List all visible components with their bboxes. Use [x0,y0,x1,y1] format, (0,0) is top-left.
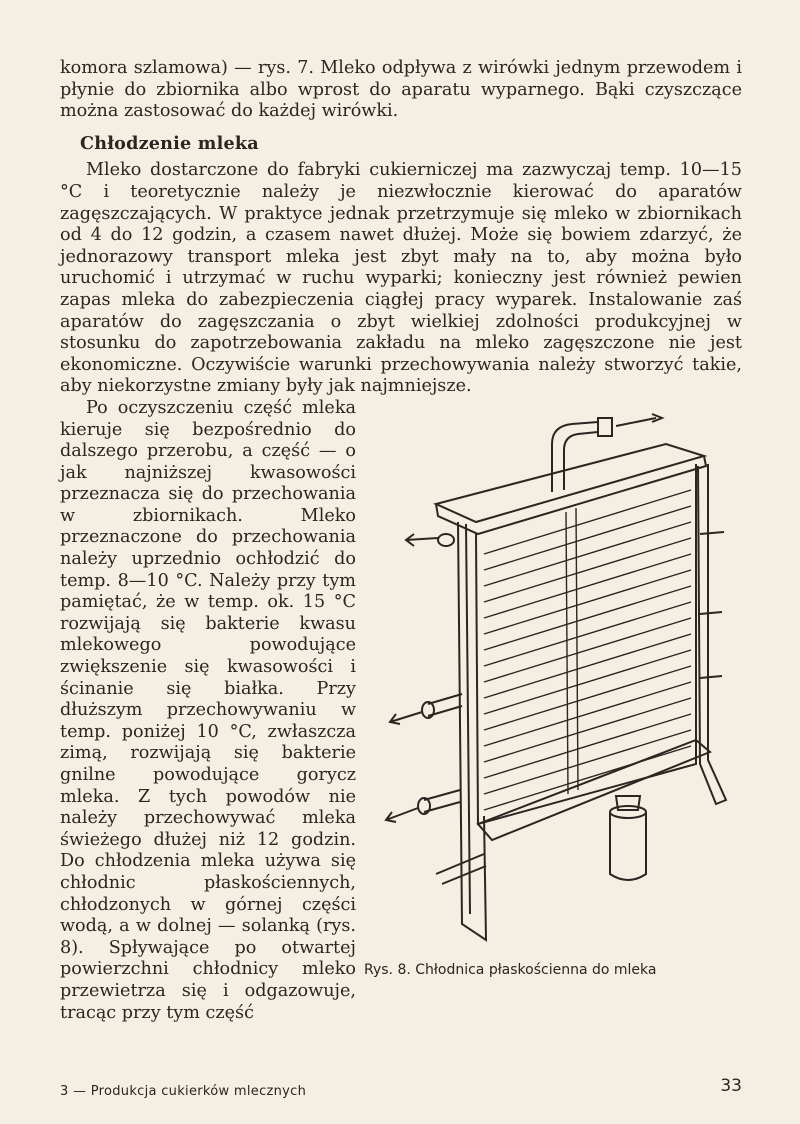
page-footer [60,1076,742,1099]
main-paragraph-1 [60,160,742,398]
intro-paragraph: komora szlamowa) — rys. 7. Mleko odpływa z wirówki jednym przewodem i płynie do zbiornika albo wprost do aparatu wyparnego. Bąki czyszczące można zastosować do każdej wirówki. [60,58,742,122]
milk-cooler-illustration [366,404,746,952]
figure-milk-cooler [366,404,746,982]
figure-caption: Rys. 8. Chłodnica płaskościenna do mleka [364,962,657,979]
main-paragraph-1-text: Mleko dostarczone do fabryki cukierniczej ma zazwyczaj temp. 10—15 °C i teoretycznie należy je niezwłocznie kierować do aparatów zagęszczających. W praktyce jednak przetrzymuje się mleko w zbiornikach od 4 do 12 godzin, a czasem nawet dłużej. Może się bowiem zdarzyć, że jednorazowy transport mleka jest zbyt mały na to, aby można było uruchomić i utrzymać w ruchu wyparki; konieczny jest również pewien zapas mleka do zabezpieczenia ciągłej pracy wyparek. Instalowanie zaś aparatów do zagęszczania o zbyt wielkiej zdolności produkcyjnej w stosunku do zapotrzebowania zakładu na mleko zagęszczone nie jest ekonomiczne. Oczywiście warunki przechowywania należy stworzyć takie, aby niekorzystne zmiany były jak najmniejsze. [60,160,742,397]
section-heading: Chłodzenie mleka [80,132,259,154]
page-number: 33 [720,1076,742,1096]
page-body [60,58,742,1024]
footer-source: 3 — Produkcja cukierków mlecznych [60,1084,307,1099]
main-paragraph-2: Po oczyszczeniu część mleka kieruje się bezpośrednio do dalszego przerobu, a część — o jak najniższej kwasowości przeznacza się do przechowania w zbiornikach. Mleko przeznaczone do przechowania należy uprzednio ochłodzić do temp. 8—10 °C. Należy przy tym pamiętać, że w temp. ok. 15 °C rozwijają się bakterie kwasu mlekowego powodujące zwiększenie się kwasowości i ścinanie się białka. Przy dłuższym przechowywaniu w temp. poniżej 10 °C, zwłaszcza zimą, rozwijają się bakterie gnilne powodujące gorycz mleka. Z tych powodów nie należy przechowywać mleka świeżego dłużej niż 12 godzin. Do chłodzenia mleka używa się chłodnic płaskościennych, chłodzonych w górnej części wodą, a w dolnej — solanką (rys. 8). Spływające po otwartej powierzchni chłodnicy mleko przewietrza się i odgazowuje, tracąc przy tym część [60,397,356,1023]
